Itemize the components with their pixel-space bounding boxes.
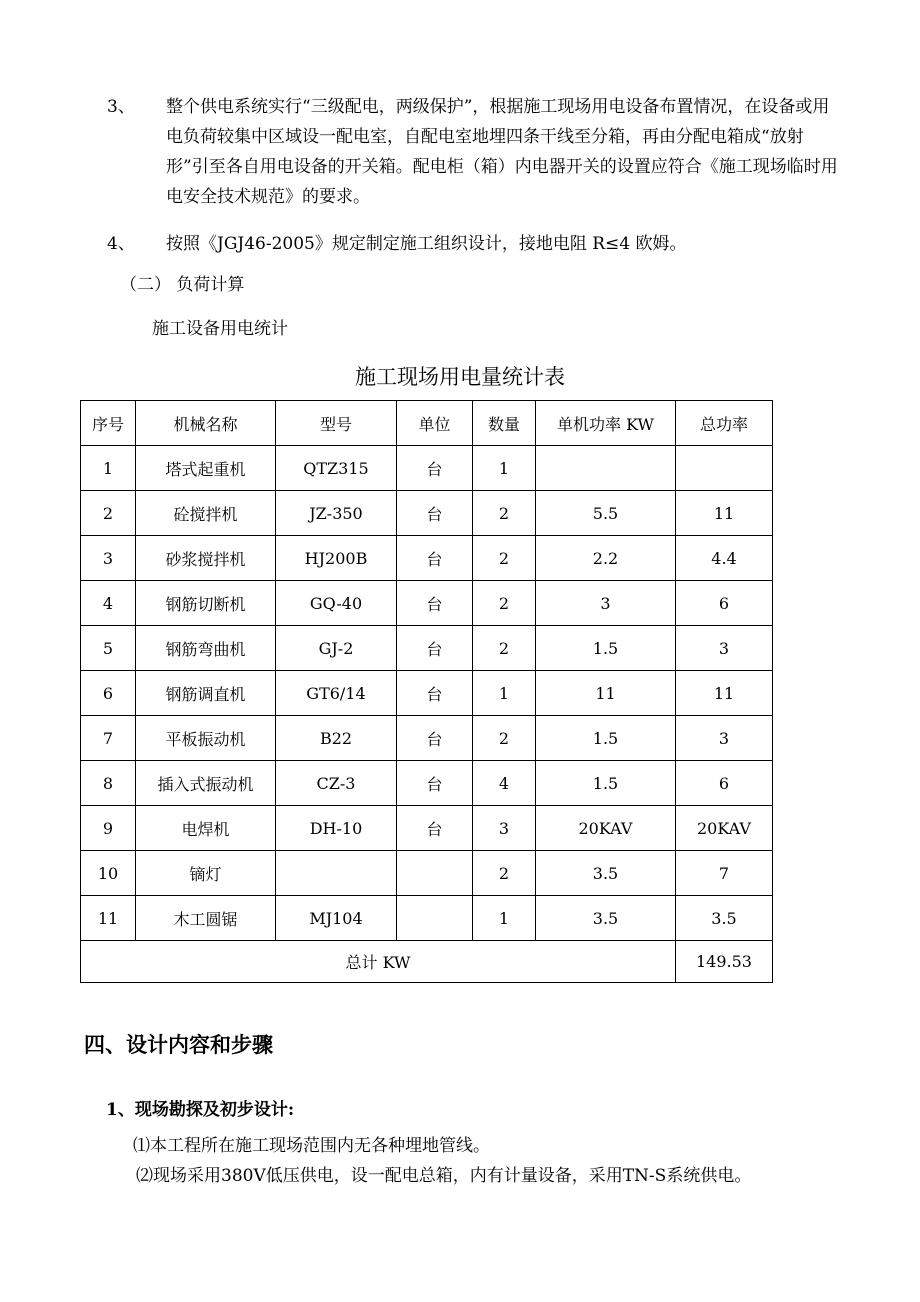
cell-quantity: 2 <box>473 536 536 581</box>
item-3-text: 整个供电系统实行“三级配电，两级保护”，根据施工现场用电设备布置情况，在设备或用电负荷较集中区域设一配电室，自配电室地埋四条干线至分箱，再由分配电箱成“放射形”引至各自用电设备的开关箱。配电柜（箱）内电器开关的设置应符合《施工现场临时用电安全技术规范》的要求。 <box>166 97 838 207</box>
header-unit-power: 单机功率 KW <box>536 401 676 446</box>
cell-machine-name: 钢筋弯曲机 <box>136 626 276 671</box>
cell-machine-name: 砼搅拌机 <box>136 491 276 536</box>
power-usage-table <box>80 400 773 983</box>
list-item: ⑴本工程所在施工现场范围内无各种埋地管线。 <box>133 1136 490 1156</box>
cell-quantity: 2 <box>473 626 536 671</box>
cell-machine-name: 电焊机 <box>136 806 276 851</box>
table-row <box>81 581 773 626</box>
table-row <box>81 626 773 671</box>
cell-model: JZ-350 <box>276 491 397 536</box>
cell-unit: 台 <box>397 671 473 716</box>
cell-machine-name: 钢筋切断机 <box>136 581 276 626</box>
cell-total-power: 6 <box>676 761 773 806</box>
table-title: 施工现场用电量统计表 <box>355 365 565 389</box>
cell-model: GT6/14 <box>276 671 397 716</box>
cell-quantity: 2 <box>473 581 536 626</box>
table-row <box>81 716 773 761</box>
cell-unit-power: 1.5 <box>536 716 676 761</box>
cell-seq: 8 <box>81 761 136 806</box>
cell-unit: 台 <box>397 446 473 491</box>
cell-unit: 台 <box>397 761 473 806</box>
heading-design-content: 四、设计内容和步骤 <box>84 1032 273 1057</box>
cell-unit: 台 <box>397 536 473 581</box>
subheading-equipment-stats: 施工设备用电统计 <box>152 319 288 339</box>
cell-model: GJ-2 <box>276 626 397 671</box>
cell-unit-power: 5.5 <box>536 491 676 536</box>
cell-unit-power: 3.5 <box>536 896 676 941</box>
cell-quantity: 2 <box>473 851 536 896</box>
cell-seq: 4 <box>81 581 136 626</box>
total-value: 149.53 <box>676 941 773 983</box>
cell-total-power <box>676 446 773 491</box>
cell-model <box>276 851 397 896</box>
cell-unit-power: 1.5 <box>536 761 676 806</box>
cell-seq: 2 <box>81 491 136 536</box>
item-4-text: 按照《JGJ46-2005》规定制定施工组织设计，接地电阻 R≤4 欧姆。 <box>166 234 687 254</box>
cell-unit-power: 20KAV <box>536 806 676 851</box>
header-seq: 序号 <box>81 401 136 446</box>
cell-machine-name: 塔式起重机 <box>136 446 276 491</box>
cell-model: HJ200B <box>276 536 397 581</box>
table-row <box>81 536 773 581</box>
header-machine-name: 机械名称 <box>136 401 276 446</box>
cell-total-power: 4.4 <box>676 536 773 581</box>
cell-quantity: 1 <box>473 446 536 491</box>
cell-model: GQ-40 <box>276 581 397 626</box>
cell-unit: 台 <box>397 716 473 761</box>
cell-model: CZ-3 <box>276 761 397 806</box>
header-total-power: 总功率 <box>676 401 773 446</box>
cell-seq: 3 <box>81 536 136 581</box>
total-label: 总计 KW <box>81 941 676 983</box>
cell-quantity: 2 <box>473 491 536 536</box>
cell-total-power: 3.5 <box>676 896 773 941</box>
cell-total-power: 11 <box>676 491 773 536</box>
cell-total-power: 6 <box>676 581 773 626</box>
cell-machine-name: 钢筋调直机 <box>136 671 276 716</box>
cell-seq: 6 <box>81 671 136 716</box>
cell-unit <box>397 851 473 896</box>
table-row <box>81 851 773 896</box>
table-row <box>81 896 773 941</box>
cell-unit-power: 2.2 <box>536 536 676 581</box>
cell-unit: 台 <box>397 491 473 536</box>
table-row <box>81 806 773 851</box>
cell-unit-power: 3.5 <box>536 851 676 896</box>
item-3-number: 3、 <box>107 97 135 117</box>
cell-unit-power: 3 <box>536 581 676 626</box>
cell-unit-power <box>536 446 676 491</box>
cell-machine-name: 木工圆锯 <box>136 896 276 941</box>
cell-total-power: 11 <box>676 671 773 716</box>
cell-quantity: 2 <box>473 716 536 761</box>
header-model: 型号 <box>276 401 397 446</box>
cell-machine-name: 镝灯 <box>136 851 276 896</box>
list-item: ⑵现场采用380V低压供电，设一配电总箱，内有计量设备，采用TN-S系统供电。 <box>136 1166 752 1186</box>
cell-unit-power: 1.5 <box>536 626 676 671</box>
cell-quantity: 4 <box>473 761 536 806</box>
cell-unit: 台 <box>397 806 473 851</box>
cell-unit: 台 <box>397 581 473 626</box>
header-quantity: 数量 <box>473 401 536 446</box>
cell-unit <box>397 896 473 941</box>
cell-model: DH-10 <box>276 806 397 851</box>
cell-machine-name: 平板振动机 <box>136 716 276 761</box>
table-total-row <box>81 941 773 983</box>
cell-unit: 台 <box>397 626 473 671</box>
table-header-row <box>81 401 773 446</box>
table-row <box>81 491 773 536</box>
cell-model: MJ104 <box>276 896 397 941</box>
cell-total-power: 20KAV <box>676 806 773 851</box>
cell-total-power: 3 <box>676 716 773 761</box>
header-unit: 单位 <box>397 401 473 446</box>
cell-seq: 1 <box>81 446 136 491</box>
cell-total-power: 7 <box>676 851 773 896</box>
cell-seq: 9 <box>81 806 136 851</box>
cell-model: B22 <box>276 716 397 761</box>
section-load-calculation: （二） 负荷计算 <box>120 275 245 295</box>
cell-seq: 7 <box>81 716 136 761</box>
cell-quantity: 3 <box>473 806 536 851</box>
cell-quantity: 1 <box>473 671 536 716</box>
cell-total-power: 3 <box>676 626 773 671</box>
heading-site-survey: 1、现场勘探及初步设计: <box>106 1100 295 1120</box>
table-row <box>81 761 773 806</box>
cell-seq: 10 <box>81 851 136 896</box>
cell-seq: 5 <box>81 626 136 671</box>
table-row <box>81 671 773 716</box>
cell-machine-name: 插入式振动机 <box>136 761 276 806</box>
item-4-number: 4、 <box>107 234 135 254</box>
cell-model: QTZ315 <box>276 446 397 491</box>
table-row <box>81 446 773 491</box>
cell-seq: 11 <box>81 896 136 941</box>
cell-quantity: 1 <box>473 896 536 941</box>
cell-unit-power: 11 <box>536 671 676 716</box>
cell-machine-name: 砂浆搅拌机 <box>136 536 276 581</box>
